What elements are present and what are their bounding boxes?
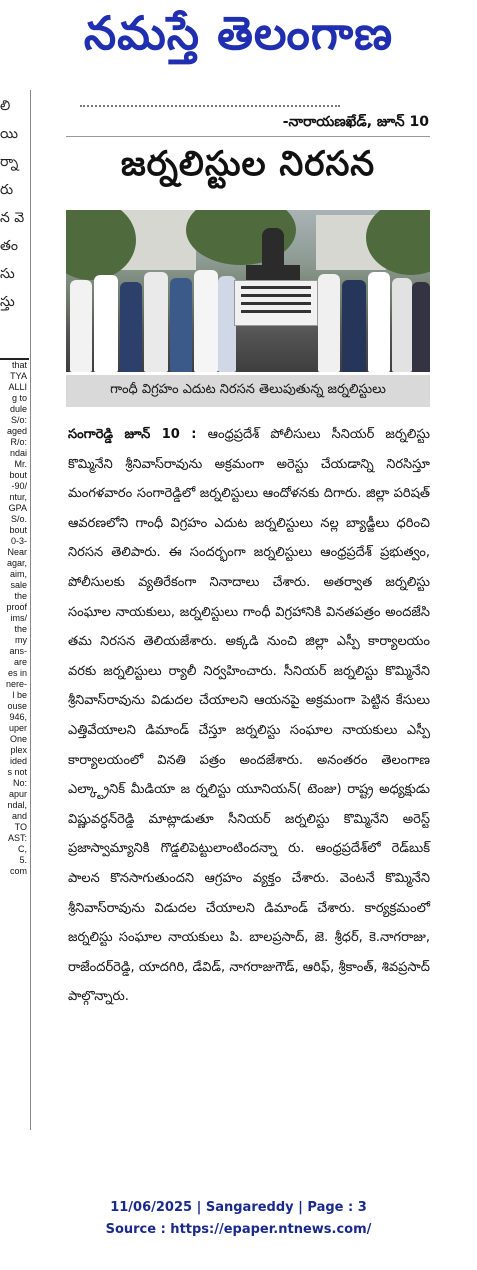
- ad-strip-line: S/o:: [10, 415, 27, 425]
- ad-strip-line: and: [11, 811, 27, 821]
- ad-strip-line: Mr.: [14, 459, 27, 469]
- ad-strip-line: are: [13, 657, 27, 667]
- strip-fragment: తం: [0, 238, 18, 254]
- ad-strip-line: proof: [6, 602, 27, 612]
- ad-strip-line: g to: [11, 393, 27, 403]
- page-footer: [0, 1197, 477, 1241]
- article-body: [68, 420, 430, 1012]
- strip-fragment: యి: [0, 126, 19, 142]
- ad-strip-line: AST:: [7, 833, 27, 843]
- ad-strip-line: No:: [12, 778, 27, 788]
- ad-strip-line: ims/: [10, 613, 27, 623]
- ad-strip-line: apur: [8, 789, 27, 799]
- ad-strip-line: the: [14, 591, 27, 601]
- previous-article-cut-line: [80, 95, 340, 107]
- ad-strip-line: ndai: [9, 448, 27, 458]
- ad-strip-line: l be: [12, 690, 27, 700]
- ad-strip-line: sale: [10, 580, 27, 590]
- ad-strip-line: ided: [9, 756, 27, 766]
- ad-strip-line: S/o.: [10, 514, 27, 524]
- adjacent-advertisement-strip: [0, 358, 29, 1160]
- strip-fragment: రు: [0, 182, 14, 198]
- ad-strip-line: One: [9, 734, 27, 744]
- ad-strip-line: 946,: [9, 712, 27, 722]
- strip-fragment: న వె: [0, 210, 25, 226]
- footer-source-line: Source : https://epaper.ntnews.com/: [105, 1222, 372, 1237]
- ad-strip-line: that: [11, 360, 27, 370]
- ad-strip-line: ndal,: [7, 800, 27, 810]
- ad-strip-line: ALLI: [8, 382, 27, 392]
- article-dateline: -నారాయణఖేడ్, జూన్ 10: [282, 114, 429, 130]
- newspaper-logo: నమస్తే తెలంగాణ: [83, 6, 394, 60]
- protest-banner: [234, 280, 318, 326]
- strip-fragment: స్తు: [0, 294, 15, 310]
- ad-strip-line: uper: [8, 723, 27, 733]
- ad-strip-line: ans-: [9, 646, 27, 656]
- ad-strip-line: C,: [18, 844, 27, 854]
- ad-strip-line: GPA: [8, 503, 27, 513]
- ad-strip-line: es in: [7, 668, 27, 678]
- column-divider: [30, 90, 31, 1130]
- ad-strip-line: s not: [7, 767, 27, 777]
- photo-caption: గాంధీ విగ్రహం ఎదుట నిరసన తెలుపుతున్న జర్నలిస్టులు: [66, 375, 430, 407]
- article-body-text: ఆంధ్రప్రదేశ్ పోలీసులు సీనియర్ జర్నలిస్టు కొమ్మినేని శ్రీనివాస్‌రావును అక్రమంగా అరెస్టు చేయడాన్ని నిరసిస్తూ మంగళవారం సంగారెడ్డిలో జర్నలిస్టులు ఆందోళనకు దిగారు. జిల్లా పరిషత్ ఆవరణలోని గాంధీ విగ్రహం ఎదుట జర్నలిస్టులు నల్ల బ్యాడ్జీలు ధరించి నిరసన తెలిపారు. ఈ సందర్భంగా జర్నలిస్టులు ఆంధ్రప్రదేశ్ ప్రభుత్వం, పోలీసులకు వ్యతిరేకంగా నినాదాలు చేశారు. అతర్వాత జర్నలిస్టు సంఘాల నాయకులు, జర్నలిస్టులు గాంధీ విగ్రహానికి వినతపత్రం అందజేసి తమ నిరసన తెలియజేశారు. అక్కడి నుంచి జిల్లా ఎస్పీ కార్యాలయం వరకు జర్నలిస్టులు ర్యాలీ నిర్వహించారు. సీనియర్ జర్నలిస్టు కొమ్మినేని శ్రీనివాస్‌రావును విడుదల చేయాలని ఆయనపై అక్రమంగా పెట్టిన కేసులు ఎత్తివేయాలని డిమాండ్ చేస్తూ జర్నలిస్టు సంఘాల నాయకులు ఎస్పీ కార్యాలయంలో వినతి పత్రం అందజేశారు. అనంతరం తెలంగాణ ఎల్క్ట్రానిక్ మీడియా జ ర్నలిస్టు యూనియన్( టెంజు) రాష్ట్ర అధ్యక్షుడు విష్ణువర్ధన్‌రెడ్డి మాట్లాడుతూ సీనియర్ జర్నలిస్టు కొమ్మినేని అరెస్ట్ ప్రజాస్వామ్యానికి గొడ్డలిపెట్టులాంటిందన్నా రు. ఆంధ్రప్రదేశ్‌లో రెడ్‌బుక్ పాలన కొనసాగుతుందని ఆగ్రహం వ్యక్తం చేశారు. వెంటనే కొమ్మినేని శ్రీనివాస్‌రావును విడుదల చేయాలని డిమాండ్ చేశారు. కార్యక్రమంలో జర్నలిస్టు సంఘాల నాయకులు పి. బాలప్రసాద్, జె. శ్రీధర్, కె.నాగరాజు, రాజేందర్‌రెడ్డి, యాదగిరి, డేవిడ్, నాగరాజుగౌడ్, ఆరిఫ్, శ్రీకాంత్, శివప్రసాద్ పాల్గొన్నారు.: [68, 427, 430, 1005]
- ad-strip-line: -90/: [11, 481, 27, 491]
- ad-strip-line: the: [14, 624, 27, 634]
- ad-strip-line: my: [15, 635, 27, 645]
- ad-strip-line: 5.: [19, 855, 27, 865]
- ad-strip-line: dule: [9, 404, 27, 414]
- article-top-rule: [66, 136, 430, 137]
- ad-strip-line: TYA: [10, 371, 27, 381]
- ad-strip-line: bout: [9, 470, 27, 480]
- ad-strip-line: ntur,: [9, 492, 27, 502]
- ad-strip-line: plex: [10, 745, 27, 755]
- ad-strip-line: agar,: [6, 558, 27, 568]
- masthead: [0, 0, 477, 78]
- ad-strip-line: com: [9, 866, 27, 876]
- ad-strip-line: R/o:: [10, 437, 27, 447]
- article-headline: జర్నలిస్టుల నిరసన: [120, 144, 376, 184]
- ad-strip-line: TO: [14, 822, 27, 832]
- protest-photo: [66, 210, 430, 372]
- ad-strip-line: aged: [6, 426, 27, 436]
- ad-strip-line: ouse: [7, 701, 27, 711]
- ad-strip-line: 0-3-: [10, 536, 27, 546]
- footer-edition-line: 11/06/2025 | Sangareddy | Page : 3: [110, 1200, 367, 1215]
- ad-strip-line: nere-: [5, 679, 27, 689]
- article-lead: సంగారెడ్డి జూన్ 10 :: [68, 427, 197, 442]
- ad-strip-line: aim,: [9, 569, 27, 579]
- ad-strip-line: Near: [7, 547, 27, 557]
- strip-fragment: సు: [0, 266, 15, 282]
- strip-fragment: ర్నా: [0, 154, 19, 170]
- strip-fragment: లి: [0, 98, 11, 114]
- ad-strip-line: bout: [9, 525, 27, 535]
